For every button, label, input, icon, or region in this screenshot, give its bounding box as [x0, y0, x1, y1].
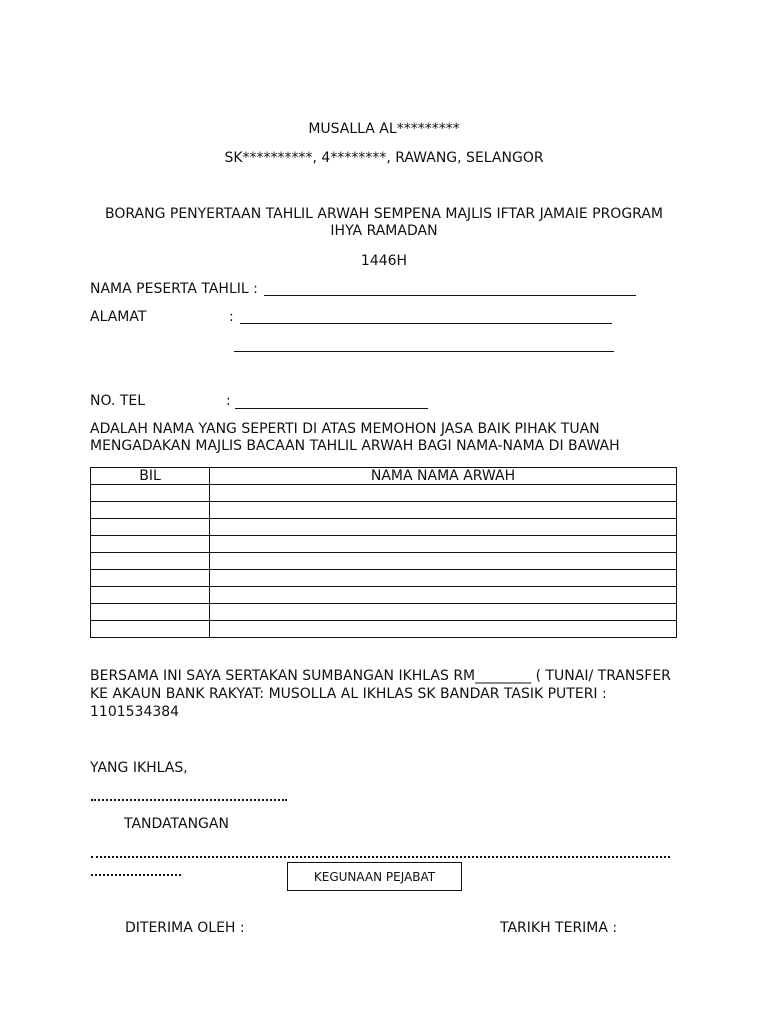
office-use-box — [287, 862, 462, 891]
alamat-field-line-1[interactable] — [240, 323, 612, 324]
alamat-label: ALAMAT — [90, 309, 147, 325]
tel-label: NO. TEL — [90, 393, 146, 409]
arwah-table — [90, 467, 677, 638]
request-text-line1: ADALAH NAMA YANG SEPERTI DI ATAS MEMOHON JASA BAIK PIHAK TUAN — [90, 421, 600, 437]
request-text-line2: MENGADAKAN MAJLIS BACAAN TAHLIL ARWAH BAGI NAMA-NAMA DI BAWAH — [90, 438, 620, 454]
dotted-line-short[interactable] — [91, 874, 181, 876]
form-title-line2: IHYA RAMADAN — [330, 223, 438, 239]
received-date-label: TARIKH TERIMA : — [500, 920, 618, 936]
bil-cell[interactable] — [91, 621, 210, 638]
donation-line2: KE AKAUN BANK RAKYAT: MUSOLLA AL IKHLAS SK BANDAR TASIK PUTERI : — [90, 686, 607, 702]
org-name: MUSALLA AL********* — [308, 121, 460, 137]
alamat-field-line-2[interactable] — [234, 351, 614, 352]
nama-arwah-cell[interactable] — [210, 519, 677, 536]
nama-arwah-cell[interactable] — [210, 502, 677, 519]
bil-cell[interactable] — [91, 519, 210, 536]
received-by-label: DITERIMA OLEH : — [125, 920, 245, 936]
bil-cell[interactable] — [91, 553, 210, 570]
nama-label: NAMA PESERTA TAHLIL : — [90, 281, 258, 297]
nama-arwah-cell[interactable] — [210, 536, 677, 553]
col-header-nama-arwah: NAMA NAMA ARWAH — [210, 468, 677, 485]
bil-cell[interactable] — [91, 570, 210, 587]
nama-arwah-cell[interactable] — [210, 621, 677, 638]
alamat-colon: : — [229, 309, 234, 325]
table-header-row — [91, 468, 677, 485]
table-row — [91, 519, 677, 536]
nama-arwah-cell[interactable] — [210, 587, 677, 604]
form-year: 1446H — [360, 253, 408, 269]
org-address: SK**********, 4********, RAWANG, SELANGOR — [224, 150, 544, 166]
dotted-line-full[interactable] — [91, 856, 670, 858]
table-row — [91, 604, 677, 621]
form-title-line1: BORANG PENYERTAAN TAHLIL ARWAH SEMPENA MAJLIS IFTAR JAMAIE PROGRAM — [104, 206, 663, 222]
bil-cell[interactable] — [91, 485, 210, 502]
tel-colon: : — [226, 393, 231, 409]
signature-dotted-line[interactable] — [91, 799, 287, 801]
tel-field-line[interactable] — [235, 408, 428, 409]
nama-arwah-cell[interactable] — [210, 570, 677, 587]
col-header-bil: BIL — [91, 468, 210, 485]
bil-cell[interactable] — [91, 502, 210, 519]
office-use-label: KEGUNAAN PEJABAT — [313, 869, 436, 884]
table-row — [91, 485, 677, 502]
table-row — [91, 621, 677, 638]
signature-label: TANDATANGAN — [124, 816, 229, 832]
nama-field-line[interactable] — [264, 295, 636, 296]
table-row — [91, 587, 677, 604]
nama-arwah-cell[interactable] — [210, 604, 677, 621]
donation-line1: BERSAMA INI SAYA SERTAKAN SUMBANGAN IKHLAS RM________ ( TUNAI/ TRANSFER — [90, 668, 671, 684]
table-row — [91, 502, 677, 519]
closing-text: YANG IKHLAS, — [90, 760, 188, 776]
bil-cell[interactable] — [91, 604, 210, 621]
bil-cell[interactable] — [91, 587, 210, 604]
table-row — [91, 570, 677, 587]
nama-arwah-cell[interactable] — [210, 485, 677, 502]
table-row — [91, 536, 677, 553]
bil-cell[interactable] — [91, 536, 210, 553]
table-row — [91, 553, 677, 570]
nama-arwah-cell[interactable] — [210, 553, 677, 570]
bank-account-number: 1101534384 — [90, 704, 180, 720]
